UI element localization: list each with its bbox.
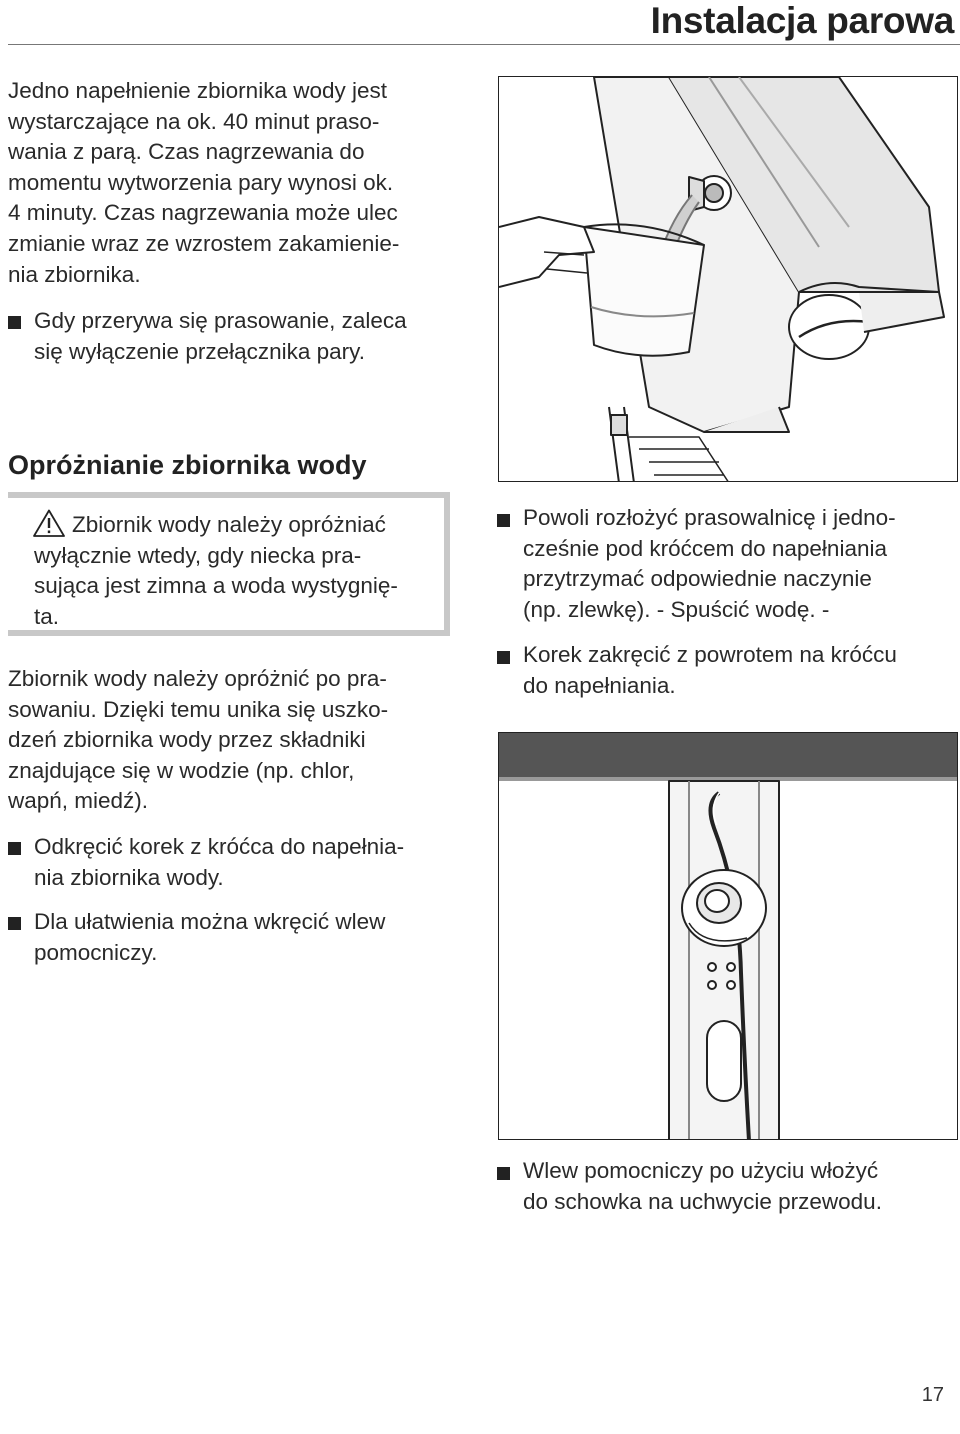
square-bullet-icon [497, 651, 510, 664]
text-line: do schowka na uchwycie przewodu. [523, 1188, 882, 1214]
text-line: sowaniu. Dzięki temu unika się uszko- [8, 696, 389, 722]
text-line: zmianie wraz ze wzrostem zakamienie- [8, 230, 400, 256]
text-line: wystarczające na ok. 40 minut praso- [8, 108, 380, 134]
text-line: wyłącznie wtedy, gdy niecka pra- [34, 542, 362, 568]
bullet-lower-ironer [523, 503, 896, 625]
square-bullet-icon [8, 316, 21, 329]
text-line: nia zbiornika. [8, 261, 141, 287]
section-heading: Opróżnianie zbiornika wody [8, 450, 367, 480]
text-line: do napełniania. [523, 672, 676, 698]
text-line: dzeń zbiornika wody przez składniki [8, 727, 366, 753]
ironer-draining-drawing [499, 77, 958, 482]
text-line: Dla ułatwienia można wkręcić wlew [34, 909, 386, 934]
text-line: wania z parą. Czas nagrzewania do [8, 139, 365, 165]
text-line: przytrzymać odpowiednie naczynie [523, 566, 872, 592]
text-line: Zbiornik wody należy opróżnić po pra- [8, 666, 387, 691]
text-line: (np. zlewkę). - Spuścić wodę. - [523, 596, 830, 622]
text-line: nia zbiornika wody. [34, 864, 224, 890]
page-number: 17 [921, 1384, 944, 1406]
text-line: wapń, miedź). [8, 788, 149, 814]
page-header-title: Instalacja parowa [650, 0, 954, 41]
text-line: pomocniczy. [34, 939, 158, 965]
intro-paragraph [8, 76, 399, 290]
text-line: Wlew pomocniczy po użyciu włożyć [523, 1158, 879, 1183]
body-paragraph [8, 664, 388, 817]
text-line: 4 minuty. Czas nagrzewania może ulec [8, 200, 398, 226]
text-line: momentu wytworzenia pary wynosi ok. [8, 169, 394, 195]
bullet-steam-switch [34, 306, 407, 367]
text-line: się wyłączenie przełącznika pary. [34, 338, 365, 364]
text-line: Powoli rozłożyć prasowalnicę i jedno- [523, 505, 896, 530]
warning-text [34, 510, 398, 632]
square-bullet-icon [497, 514, 510, 527]
bullet-unscrew-cap [34, 832, 404, 893]
text-line: Korek zakręcić z powrotem na króćcu [523, 642, 897, 667]
square-bullet-icon [8, 842, 21, 855]
text-line: Jedno napełnienie zbiornika wody jest [8, 78, 387, 103]
text-line: cześnie pod króćcem do napełniania [523, 535, 887, 561]
auxiliary-spout-storage-illustration [498, 732, 958, 1140]
ironer-draining-illustration [498, 76, 958, 482]
text-line: Gdy przerywa się prasowanie, zaleca [34, 308, 407, 333]
text-line: sująca jest zimna a woda wystygnię- [34, 573, 398, 599]
bullet-screw-cap [523, 640, 897, 701]
header-divider [8, 44, 960, 45]
text-line: Zbiornik wody należy opróżniać [72, 512, 386, 537]
bullet-store-spout [523, 1156, 882, 1217]
text-line: znajdujące się w wodzie (np. chlor, [8, 757, 355, 783]
square-bullet-icon [497, 1167, 510, 1180]
text-line: Odkręcić korek z króćca do napełnia- [34, 834, 405, 859]
square-bullet-icon [8, 917, 21, 930]
text-line: ta. [34, 603, 60, 629]
hose-holder-drawing [499, 733, 958, 1140]
bullet-auxiliary-spout [34, 907, 385, 968]
